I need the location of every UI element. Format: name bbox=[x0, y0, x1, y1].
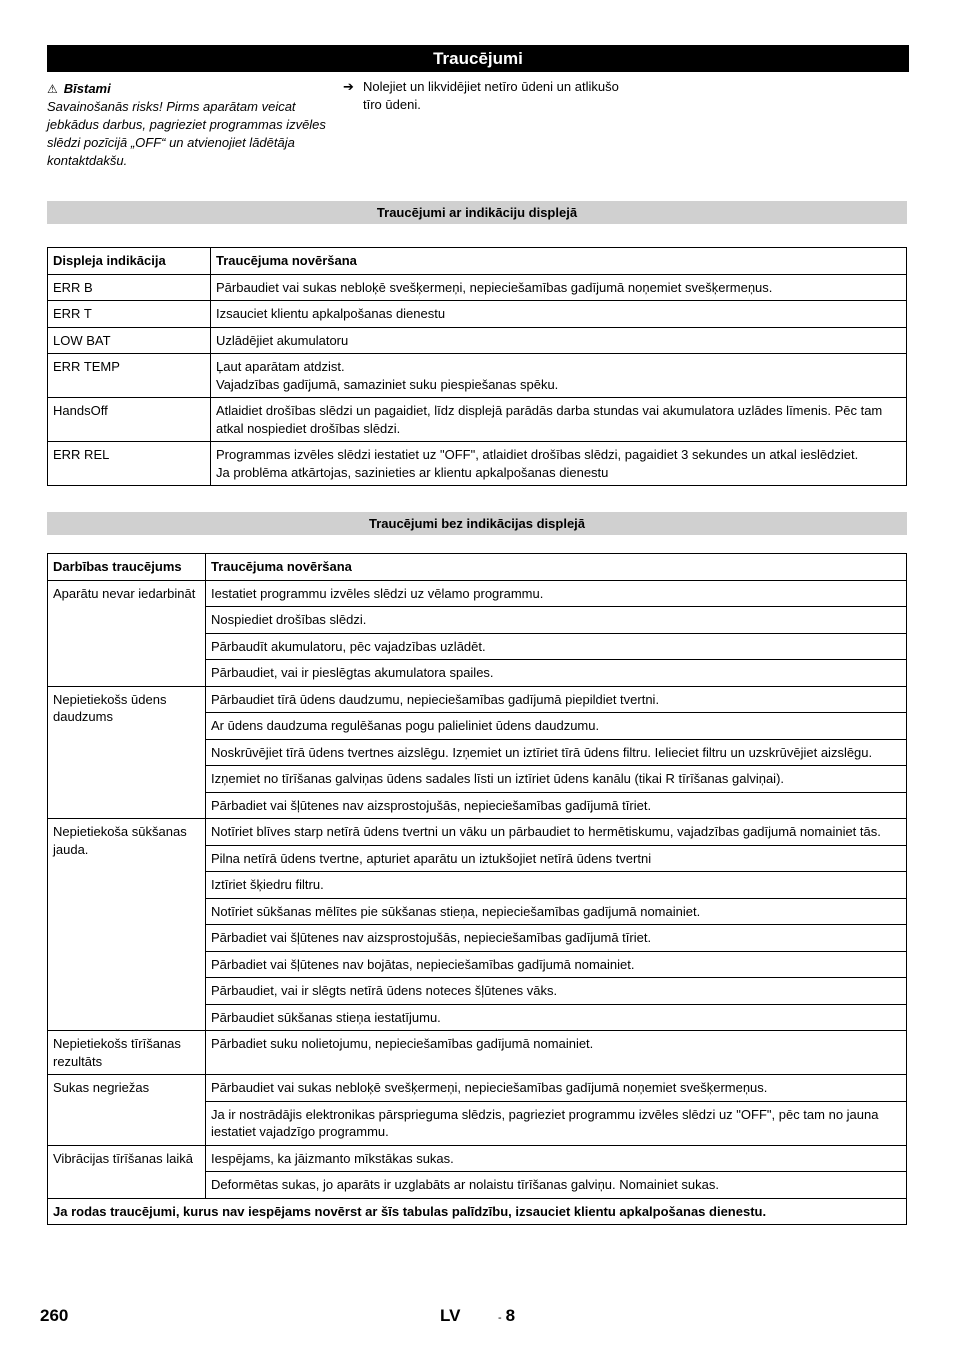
remedy-cell: Izņemiet no tīrīšanas galviņas ūdens sadales līsti un iztīriet ūdens kanālu (tikai R tīrīšanas galviņai). bbox=[206, 766, 907, 793]
language-code: LV bbox=[440, 1306, 461, 1325]
remedy-cell: Pārbaudiet vai sukas nebloķē svešķermeņi, nepieciešamības gadījumā noņemiet svešķermeņus. bbox=[206, 1075, 907, 1102]
footer-note-cell: Ja rodas traucējumi, kurus nav iespējams novērst ar šīs tabulas palīdzību, izsauciet klientu apkalpošanas dienestu. bbox=[48, 1198, 907, 1225]
display-code-cell: ERR B bbox=[48, 274, 211, 301]
instruction-text: Nolejiet un likvidējiet netīro ūdeni un atlikušo tīro ūdeni. bbox=[363, 79, 619, 112]
table-header-row bbox=[48, 248, 907, 275]
table-row bbox=[48, 819, 907, 846]
table-row bbox=[48, 442, 907, 486]
column-header: Displeja indikācija bbox=[48, 248, 211, 275]
fault-cell: Nepietiekošs tīrīšanas rezultāts bbox=[48, 1031, 206, 1075]
display-code-cell: ERR REL bbox=[48, 442, 211, 486]
fault-cell: Nepietiekoša sūkšanas jauda. bbox=[48, 819, 206, 1031]
remedy-cell: Notīriet sūkšanas mēlītes pie sūkšanas stieņa, nepieciešamības gadījumā nomainiet. bbox=[206, 898, 907, 925]
column-header: Traucējuma novēršana bbox=[211, 248, 907, 275]
display-faults-table bbox=[47, 247, 907, 486]
remedy-cell: Ja ir nostrādājis elektronikas pārsprieguma slēdzis, pagrieziet programmu izvēles slēdzi uz "OFF", pēc tam no jauna iestatiet vajadzīgo programmu. bbox=[206, 1101, 907, 1145]
remedy-cell: Atlaidiet drošības slēdzi un pagaidiet, līdz displejā parādās darba stundas vai akumulatora uzlādes līmenis. Pēc tam atkal nospiediet drošības slēdzi. bbox=[211, 398, 907, 442]
table-row bbox=[48, 1075, 907, 1102]
display-code-cell: LOW BAT bbox=[48, 327, 211, 354]
danger-text: Savainošanās risks! Pirms aparātam veicat jebkādus darbus, pagrieziet programmas izvēles slēdzi pozīcijā „OFF“ un atvienojiet lādētāja kontaktdakšu. bbox=[47, 99, 326, 168]
remedy-cell: Pārbaudiet, vai ir pieslēgtas akumulatora spailes. bbox=[206, 660, 907, 687]
remedy-cell: Noskrūvējiet tīrā ūdens tvertnes aizslēgu. Izņemiet un iztīriet tīrā ūdens filtru. Ielieciet filtru un uzskrūvējiet aizslēgu. bbox=[206, 739, 907, 766]
danger-notice bbox=[47, 80, 327, 170]
display-code-cell: HandsOff bbox=[48, 398, 211, 442]
page-dash: - bbox=[498, 1312, 502, 1324]
remedy-cell: Izsauciet klientu apkalpošanas dienestu bbox=[211, 301, 907, 328]
fault-cell: Nepietiekošs ūdens daudzums bbox=[48, 686, 206, 819]
remedy-cell: Ļaut aparātam atdzist. Vajadzības gadījumā, samaziniet suku piespiešanas spēku. bbox=[211, 354, 907, 398]
table-row bbox=[48, 398, 907, 442]
page-sub: 8 bbox=[505, 1306, 516, 1325]
page-sub-number bbox=[498, 1306, 515, 1326]
table-row bbox=[48, 1031, 907, 1075]
remedy-cell: Iestatiet programmu izvēles slēdzi uz vēlamo programmu. bbox=[206, 580, 907, 607]
remedy-cell: Deformētas sukas, jo aparāts ir uzglabāts ar nolaistu tīrīšanas galviņu. Nomainiet sukas. bbox=[206, 1172, 907, 1199]
remedy-cell: Uzlādējiet akumulatoru bbox=[211, 327, 907, 354]
table-row bbox=[48, 1145, 907, 1172]
page-number: 260 bbox=[40, 1306, 69, 1325]
instruction-step bbox=[343, 78, 633, 114]
remedy-cell: Iztīriet šķiedru filtru. bbox=[206, 872, 907, 899]
remedy-cell: Pārbadiet vai šļūtenes nav bojātas, nepieciešamības gadījumā nomainiet. bbox=[206, 951, 907, 978]
remedy-cell: Pārbadiet vai šļūtenes nav aizsprostojušās, nepieciešamības gadījumā tīriet. bbox=[206, 792, 907, 819]
remedy-cell: Iespējams, ka jāizmanto mīkstākas sukas. bbox=[206, 1145, 907, 1172]
table-row bbox=[48, 686, 907, 713]
table-footer-row bbox=[48, 1198, 907, 1225]
table-row bbox=[48, 327, 907, 354]
remedy-cell: Ar ūdens daudzuma regulēšanas pogu palieliniet ūdens daudzumu. bbox=[206, 713, 907, 740]
display-code-cell: ERR TEMP bbox=[48, 354, 211, 398]
remedy-cell: Pilna netīrā ūdens tvertne, apturiet aparātu un iztukšojiet netīrā ūdens tvertni bbox=[206, 845, 907, 872]
remedy-cell: Pārbaudiet vai sukas nebloķē svešķermeņi, nepieciešamības gadījumā noņemiet svešķermeņus. bbox=[211, 274, 907, 301]
danger-heading bbox=[47, 80, 327, 98]
remedy-cell: Programmas izvēles slēdzi iestatiet uz "OFF", atlaidiet drošības slēdzi, pagaidiet 3 sekundes un atkal ieslēdziet. Ja problēma atkārtojas, sazinieties ar klientu apkalpošanas dienestu bbox=[211, 442, 907, 486]
remedy-cell: Pārbadiet vai šļūtenes nav aizsprostojušās, nepieciešamības gadījumā tīriet. bbox=[206, 925, 907, 952]
remedy-cell: Pārbaudiet tīrā ūdens daudzumu, nepieciešamības gadījumā piepildiet tvertni. bbox=[206, 686, 907, 713]
section-title-display-faults: Traucējumi ar indikāciju displejā bbox=[47, 201, 907, 224]
table-row bbox=[48, 274, 907, 301]
nondisplay-faults-table bbox=[47, 553, 907, 1225]
table-header-row bbox=[48, 554, 907, 581]
warning-triangle-icon: ⚠ bbox=[47, 82, 58, 96]
table-row bbox=[48, 580, 907, 607]
remedy-cell: Pārbaudiet sūkšanas stieņa iestatījumu. bbox=[206, 1004, 907, 1031]
fault-cell: Aparātu nevar iedarbināt bbox=[48, 580, 206, 686]
page-title: Traucējumi bbox=[47, 45, 909, 72]
danger-heading-text: Bīstami bbox=[63, 81, 111, 96]
remedy-cell: Pārbaudiet, vai ir slēgts netīrā ūdens noteces šļūtenes vāks. bbox=[206, 978, 907, 1005]
column-header: Darbības traucējums bbox=[48, 554, 206, 581]
table-row bbox=[48, 301, 907, 328]
remedy-cell: Pārbadiet suku nolietojumu, nepieciešamības gadījumā nomainiet. bbox=[206, 1031, 907, 1075]
arrow-right-icon: ➔ bbox=[343, 79, 354, 94]
section-title-nondisplay-faults: Traucējumi bez indikācijas displejā bbox=[47, 512, 907, 535]
column-header: Traucējuma novēršana bbox=[206, 554, 907, 581]
display-code-cell: ERR T bbox=[48, 301, 211, 328]
fault-cell: Sukas negriežas bbox=[48, 1075, 206, 1146]
remedy-cell: Notīriet blīves starp netīrā ūdens tvertni un vāku un pārbaudiet to hermētiskumu, vajadzības gadījumā nomainiet tās. bbox=[206, 819, 907, 846]
remedy-cell: Nospiediet drošības slēdzi. bbox=[206, 607, 907, 634]
remedy-cell: Pārbaudīt akumulatoru, pēc vajadzības uzlādēt. bbox=[206, 633, 907, 660]
table-row bbox=[48, 354, 907, 398]
fault-cell: Vibrācijas tīrīšanas laikā bbox=[48, 1145, 206, 1198]
